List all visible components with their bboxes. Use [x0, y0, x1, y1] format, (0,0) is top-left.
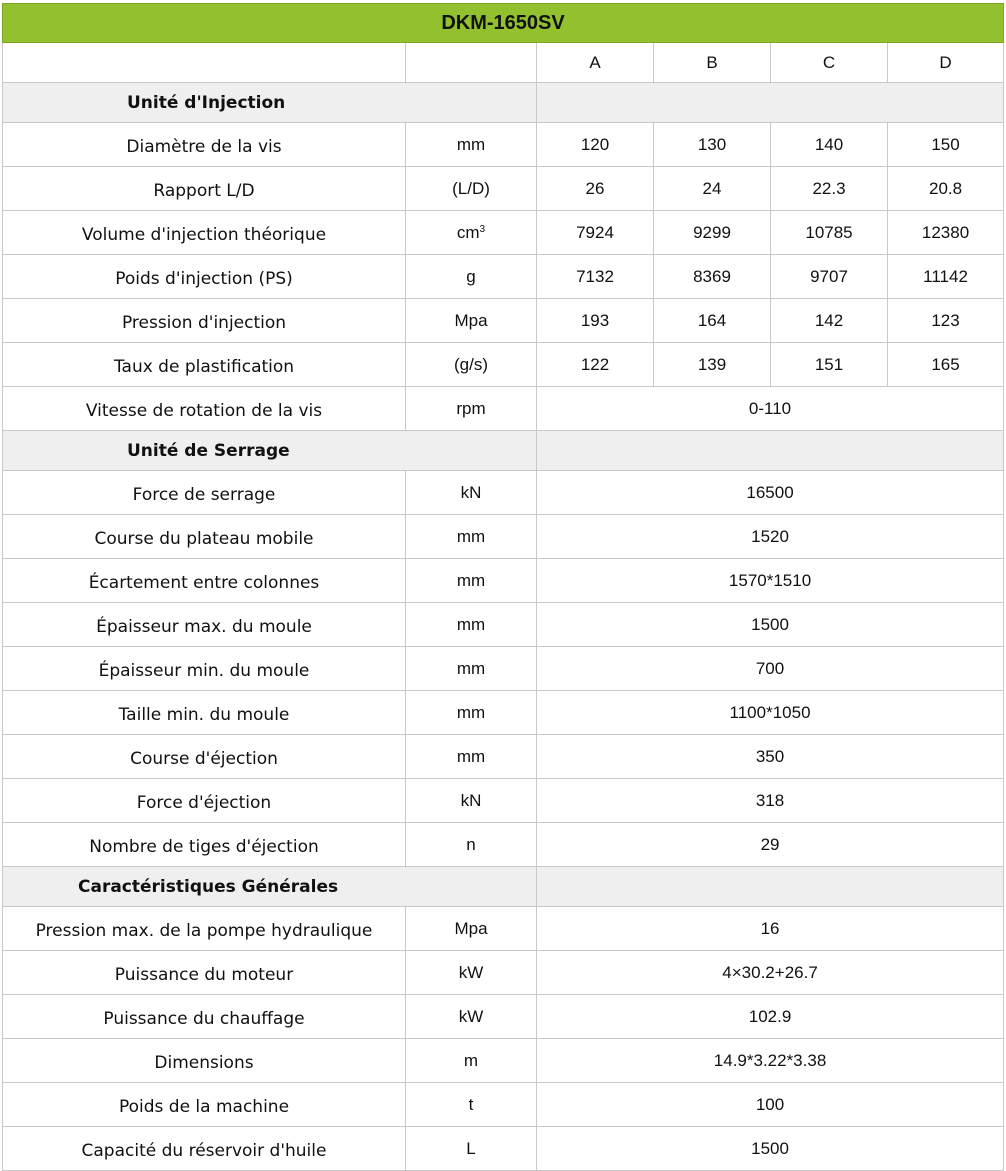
param-label: Dimensions [3, 1039, 406, 1083]
value-cell: 7132 [537, 255, 654, 299]
table-row [3, 1127, 1004, 1171]
table-row [3, 951, 1004, 995]
unit-cell: Mpa [406, 907, 537, 951]
table-row [3, 735, 1004, 779]
value-cell: 26 [537, 167, 654, 211]
section-header-clamping [3, 431, 1004, 471]
column-header-row [3, 43, 1004, 83]
param-label: Épaisseur min. du moule [3, 647, 406, 691]
value-cell: 9707 [771, 255, 888, 299]
param-label: Course d'éjection [3, 735, 406, 779]
unit-cell: kW [406, 951, 537, 995]
unit-cell: Mpa [406, 299, 537, 343]
param-label: Poids de la machine [3, 1083, 406, 1127]
param-label: Capacité du réservoir d'huile [3, 1127, 406, 1171]
value-cell: 22.3 [771, 167, 888, 211]
value-cell: 1500 [537, 1127, 1004, 1171]
table-row [3, 603, 1004, 647]
unit-cell: mm [406, 515, 537, 559]
param-label: Pression max. de la pompe hydraulique [3, 907, 406, 951]
value-cell: 7924 [537, 211, 654, 255]
value-cell: 193 [537, 299, 654, 343]
section-header-general [3, 867, 1004, 907]
value-cell: 142 [771, 299, 888, 343]
param-label: Poids d'injection (PS) [3, 255, 406, 299]
unit-cell: kW [406, 995, 537, 1039]
table-row [3, 343, 1004, 387]
table-row [3, 471, 1004, 515]
unit-cell: mm [406, 123, 537, 167]
section-header-injection [3, 83, 1004, 123]
unit-cell: m [406, 1039, 537, 1083]
value-cell: 123 [888, 299, 1004, 343]
value-cell: 150 [888, 123, 1004, 167]
table-row [3, 559, 1004, 603]
unit-cell [406, 211, 537, 255]
value-cell: 11142 [888, 255, 1004, 299]
table-row [3, 1039, 1004, 1083]
table-row [3, 823, 1004, 867]
param-label: Rapport L/D [3, 167, 406, 211]
value-cell: 139 [654, 343, 771, 387]
value-cell: 16 [537, 907, 1004, 951]
table-row [3, 167, 1004, 211]
column-header-a: A [537, 43, 654, 83]
param-label: Taux de plastification [3, 343, 406, 387]
param-label: Épaisseur max. du moule [3, 603, 406, 647]
param-label: Puissance du chauffage [3, 995, 406, 1039]
value-cell: 1500 [537, 603, 1004, 647]
unit-cell: n [406, 823, 537, 867]
unit-cell: mm [406, 735, 537, 779]
param-label: Vitesse de rotation de la vis [3, 387, 406, 431]
value-cell: 9299 [654, 211, 771, 255]
unit-base: cm [456, 222, 480, 242]
value-cell: 24 [654, 167, 771, 211]
unit-cell: g [406, 255, 537, 299]
param-label: Écartement entre colonnes [3, 559, 406, 603]
value-cell: 8369 [654, 255, 771, 299]
column-header-b: B [654, 43, 771, 83]
section-title: Unité de Serrage [3, 431, 537, 471]
table-row [3, 255, 1004, 299]
value-cell: 130 [654, 123, 771, 167]
param-label: Force d'éjection [3, 779, 406, 823]
value-cell: 151 [771, 343, 888, 387]
unit-cell: kN [406, 779, 537, 823]
table-row [3, 123, 1004, 167]
value-cell: 4×30.2+26.7 [537, 951, 1004, 995]
unit-cell: L [406, 1127, 537, 1171]
unit-superscript: 3 [479, 223, 486, 235]
value-cell: 165 [888, 343, 1004, 387]
unit-cell: t [406, 1083, 537, 1127]
unit-cell: (L/D) [406, 167, 537, 211]
param-label: Diamètre de la vis [3, 123, 406, 167]
table-title: DKM-1650SV [3, 4, 1004, 43]
section-filler [537, 431, 1004, 471]
value-cell: 29 [537, 823, 1004, 867]
value-cell: 14.9*3.22*3.38 [537, 1039, 1004, 1083]
table-row [3, 907, 1004, 951]
value-cell: 164 [654, 299, 771, 343]
param-label: Force de serrage [3, 471, 406, 515]
value-cell: 20.8 [888, 167, 1004, 211]
section-title: Caractéristiques Générales [3, 867, 537, 907]
table-row [3, 299, 1004, 343]
param-label: Course du plateau mobile [3, 515, 406, 559]
value-cell: 102.9 [537, 995, 1004, 1039]
unit-cell: mm [406, 559, 537, 603]
unit-cell: rpm [406, 387, 537, 431]
value-cell: 140 [771, 123, 888, 167]
value-cell: 120 [537, 123, 654, 167]
value-cell: 100 [537, 1083, 1004, 1127]
table-row [3, 647, 1004, 691]
table-row [3, 387, 1004, 431]
title-row [3, 4, 1004, 43]
table-row [3, 1083, 1004, 1127]
param-label: Nombre de tiges d'éjection [3, 823, 406, 867]
section-filler [537, 83, 1004, 123]
param-label: Pression d'injection [3, 299, 406, 343]
header-empty-cell [3, 43, 406, 83]
table-row [3, 211, 1004, 255]
unit-cell: (g/s) [406, 343, 537, 387]
unit-cell: mm [406, 691, 537, 735]
value-cell: 700 [537, 647, 1004, 691]
table-row [3, 691, 1004, 735]
value-cell: 1520 [537, 515, 1004, 559]
header-empty-cell [406, 43, 537, 83]
table-row [3, 995, 1004, 1039]
value-cell: 16500 [537, 471, 1004, 515]
value-cell: 12380 [888, 211, 1004, 255]
unit-cell: mm [406, 603, 537, 647]
value-cell: 350 [537, 735, 1004, 779]
table-row [3, 779, 1004, 823]
value-cell: 1570*1510 [537, 559, 1004, 603]
section-title: Unité d'Injection [3, 83, 537, 123]
column-header-d: D [888, 43, 1004, 83]
value-cell: 122 [537, 343, 654, 387]
value-cell: 10785 [771, 211, 888, 255]
spec-table [2, 3, 1004, 1171]
section-filler [537, 867, 1004, 907]
value-cell: 0-110 [537, 387, 1004, 431]
unit-cell: mm [406, 647, 537, 691]
param-label: Puissance du moteur [3, 951, 406, 995]
param-label: Volume d'injection théorique [3, 211, 406, 255]
value-cell: 318 [537, 779, 1004, 823]
param-label: Taille min. du moule [3, 691, 406, 735]
column-header-c: C [771, 43, 888, 83]
unit-cell: kN [406, 471, 537, 515]
value-cell: 1100*1050 [537, 691, 1004, 735]
table-row [3, 515, 1004, 559]
